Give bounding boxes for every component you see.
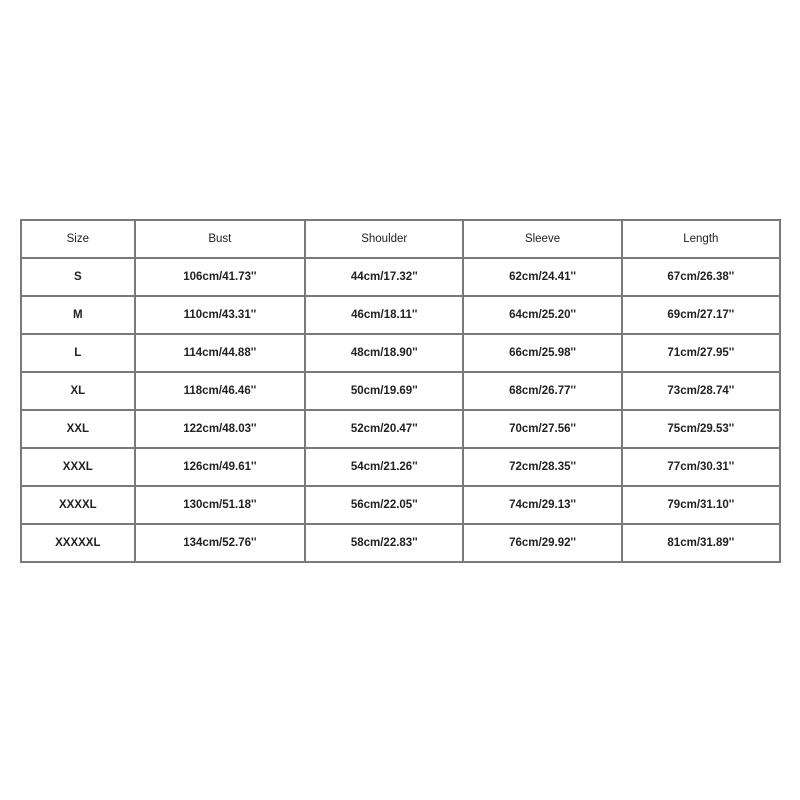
size-cell: L — [21, 334, 135, 372]
table-row — [21, 486, 780, 524]
shoulder-cell: 58cm/22.83'' — [305, 524, 463, 562]
bust-cell: 134cm/52.76'' — [135, 524, 305, 562]
header-sleeve: Sleeve — [463, 220, 621, 258]
size-cell: XXL — [21, 410, 135, 448]
length-cell: 75cm/29.53'' — [622, 410, 780, 448]
length-cell: 79cm/31.10'' — [622, 486, 780, 524]
bust-cell: 130cm/51.18'' — [135, 486, 305, 524]
sleeve-cell: 68cm/26.77'' — [463, 372, 621, 410]
table-row — [21, 524, 780, 562]
header-bust: Bust — [135, 220, 305, 258]
length-cell: 67cm/26.38'' — [622, 258, 780, 296]
bust-cell: 118cm/46.46'' — [135, 372, 305, 410]
size-cell: XXXXXL — [21, 524, 135, 562]
table-row — [21, 334, 780, 372]
table-row — [21, 372, 780, 410]
size-chart-table — [20, 219, 781, 563]
length-cell: 77cm/30.31'' — [622, 448, 780, 486]
shoulder-cell: 46cm/18.11'' — [305, 296, 463, 334]
bust-cell: 110cm/43.31'' — [135, 296, 305, 334]
sleeve-cell: 70cm/27.56'' — [463, 410, 621, 448]
bust-cell: 126cm/49.61'' — [135, 448, 305, 486]
bust-cell: 114cm/44.88'' — [135, 334, 305, 372]
size-cell: S — [21, 258, 135, 296]
header-shoulder: Shoulder — [305, 220, 463, 258]
table-row — [21, 296, 780, 334]
sleeve-cell: 76cm/29.92'' — [463, 524, 621, 562]
sleeve-cell: 72cm/28.35'' — [463, 448, 621, 486]
table-row — [21, 448, 780, 486]
shoulder-cell: 54cm/21.26'' — [305, 448, 463, 486]
size-cell: XL — [21, 372, 135, 410]
sleeve-cell: 62cm/24.41'' — [463, 258, 621, 296]
shoulder-cell: 48cm/18.90'' — [305, 334, 463, 372]
length-cell: 73cm/28.74'' — [622, 372, 780, 410]
size-cell: M — [21, 296, 135, 334]
table-row — [21, 258, 780, 296]
table-row — [21, 410, 780, 448]
shoulder-cell: 52cm/20.47'' — [305, 410, 463, 448]
header-length: Length — [622, 220, 780, 258]
length-cell: 71cm/27.95'' — [622, 334, 780, 372]
shoulder-cell: 50cm/19.69'' — [305, 372, 463, 410]
length-cell: 81cm/31.89'' — [622, 524, 780, 562]
size-cell: XXXXL — [21, 486, 135, 524]
header-size: Size — [21, 220, 135, 258]
bust-cell: 122cm/48.03'' — [135, 410, 305, 448]
length-cell: 69cm/27.17'' — [622, 296, 780, 334]
shoulder-cell: 56cm/22.05'' — [305, 486, 463, 524]
sleeve-cell: 64cm/25.20'' — [463, 296, 621, 334]
size-cell: XXXL — [21, 448, 135, 486]
table-header-row — [21, 220, 780, 258]
bust-cell: 106cm/41.73'' — [135, 258, 305, 296]
sleeve-cell: 66cm/25.98'' — [463, 334, 621, 372]
shoulder-cell: 44cm/17.32'' — [305, 258, 463, 296]
sleeve-cell: 74cm/29.13'' — [463, 486, 621, 524]
